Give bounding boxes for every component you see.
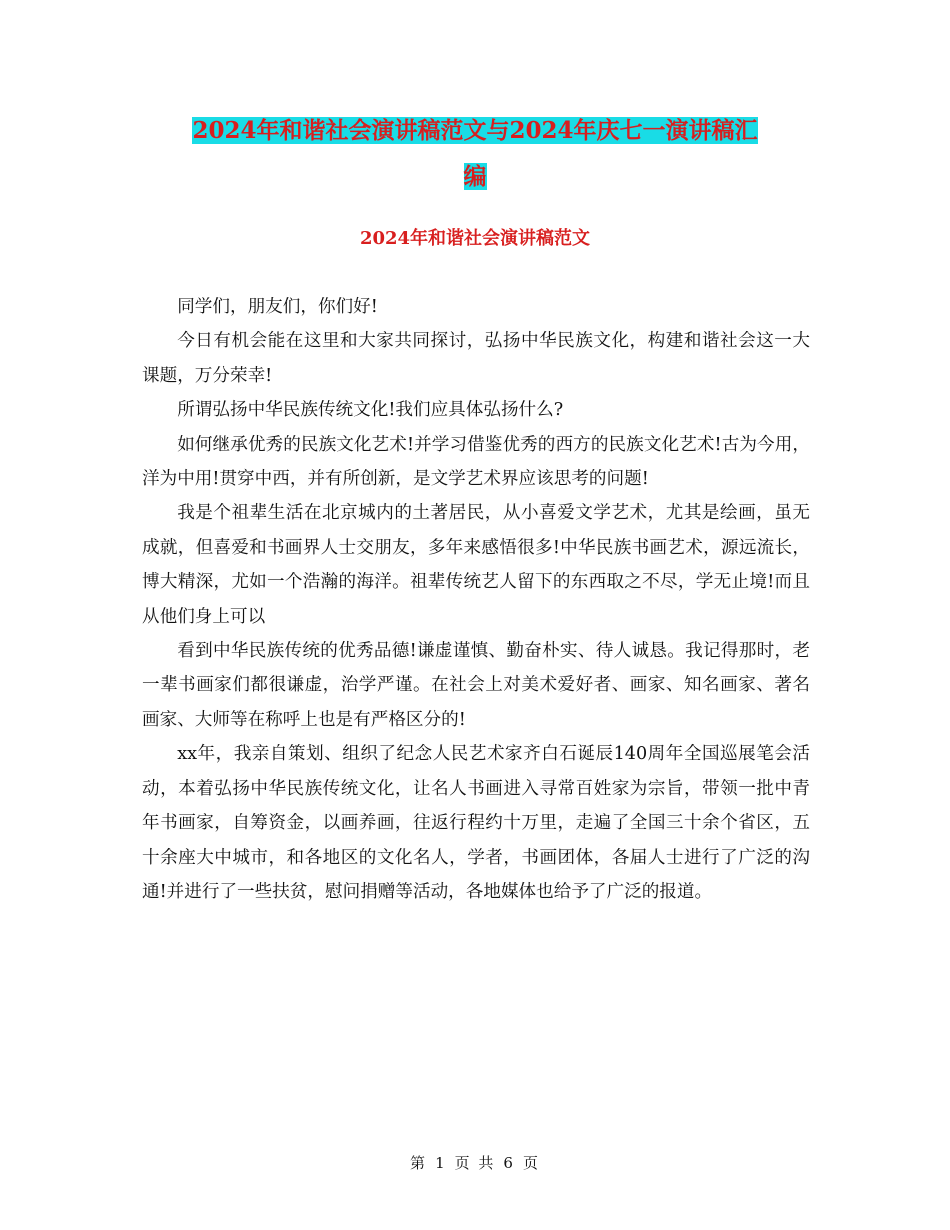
title-line-1: 2024年和谐社会演讲稿范文与2024年庆七一演讲稿汇 <box>192 117 758 144</box>
footer-mid: 页 共 <box>454 1154 496 1172</box>
paragraph: 同学们，朋友们，你们好! <box>177 297 378 317</box>
paragraph: 所谓弘扬中华民族传统文化!我们应具体弘扬什么? <box>177 400 564 421</box>
page-footer <box>0 1152 950 1173</box>
paragraph: 如何继承优秀的民族文化艺术!并学习借鉴优秀的西方的民族文化艺术!古为今用，洋为中用!贯穿中西，并有所创新，是文学艺术界应该思考的问题! <box>142 434 810 490</box>
page-total: 6 <box>503 1154 515 1172</box>
paragraph: 我是个祖辈生活在北京城内的土著居民，从小喜爱文学艺术，尤其是绘画，虽无成就，但喜爱和书画界人士交朋友，多年来感悟很多!中华民族书画艺术，源远流长，博大精深，尤如一个浩瀚的海洋。祖辈传统艺人留下的东西取之不尽，学无止境!而且从他们身上可以 <box>142 503 810 627</box>
page-number: 1 <box>435 1154 447 1172</box>
paragraph: 今日有机会能在这里和大家共同探讨，弘扬中华民族文化，构建和谐社会这一大课题，万分荣幸! <box>142 331 810 386</box>
footer-prefix: 第 <box>410 1154 428 1172</box>
paragraph: 看到中华民族传统的优秀品德!谦虚谨慎、勤奋朴实、待人诚恳。我记得那时，老一辈书画家们都很谦虚，治学严谨。在社会上对美术爱好者、画家、知名画家、著名画家、大师等在称呼上也是有严格区分的! <box>142 641 810 730</box>
title-line-2: 编 <box>463 163 487 190</box>
document-title <box>0 108 950 200</box>
footer-suffix: 页 <box>522 1154 540 1172</box>
paragraph: xx年，我亲自策划、组织了纪念人民艺术家齐白石诞辰140周年全国巡展笔会活动，本着弘扬中华民族传统文化，让名人书画进入寻常百姓家为宗旨，带领一批中青年书画家，自筹资金，以画养画，往返行程约十万里，走遍了全国三十余个省区，五十余座大中城市，和各地区的文化名人，学者，书画团体，各届人士进行了广泛的沟通!并进行了一些扶贫，慰问捐赠等活动，各地媒体也给予了广泛的报道。 <box>142 744 810 902</box>
body-text <box>142 290 810 909</box>
section-heading: 2024年和谐社会演讲稿范文 <box>359 228 591 249</box>
